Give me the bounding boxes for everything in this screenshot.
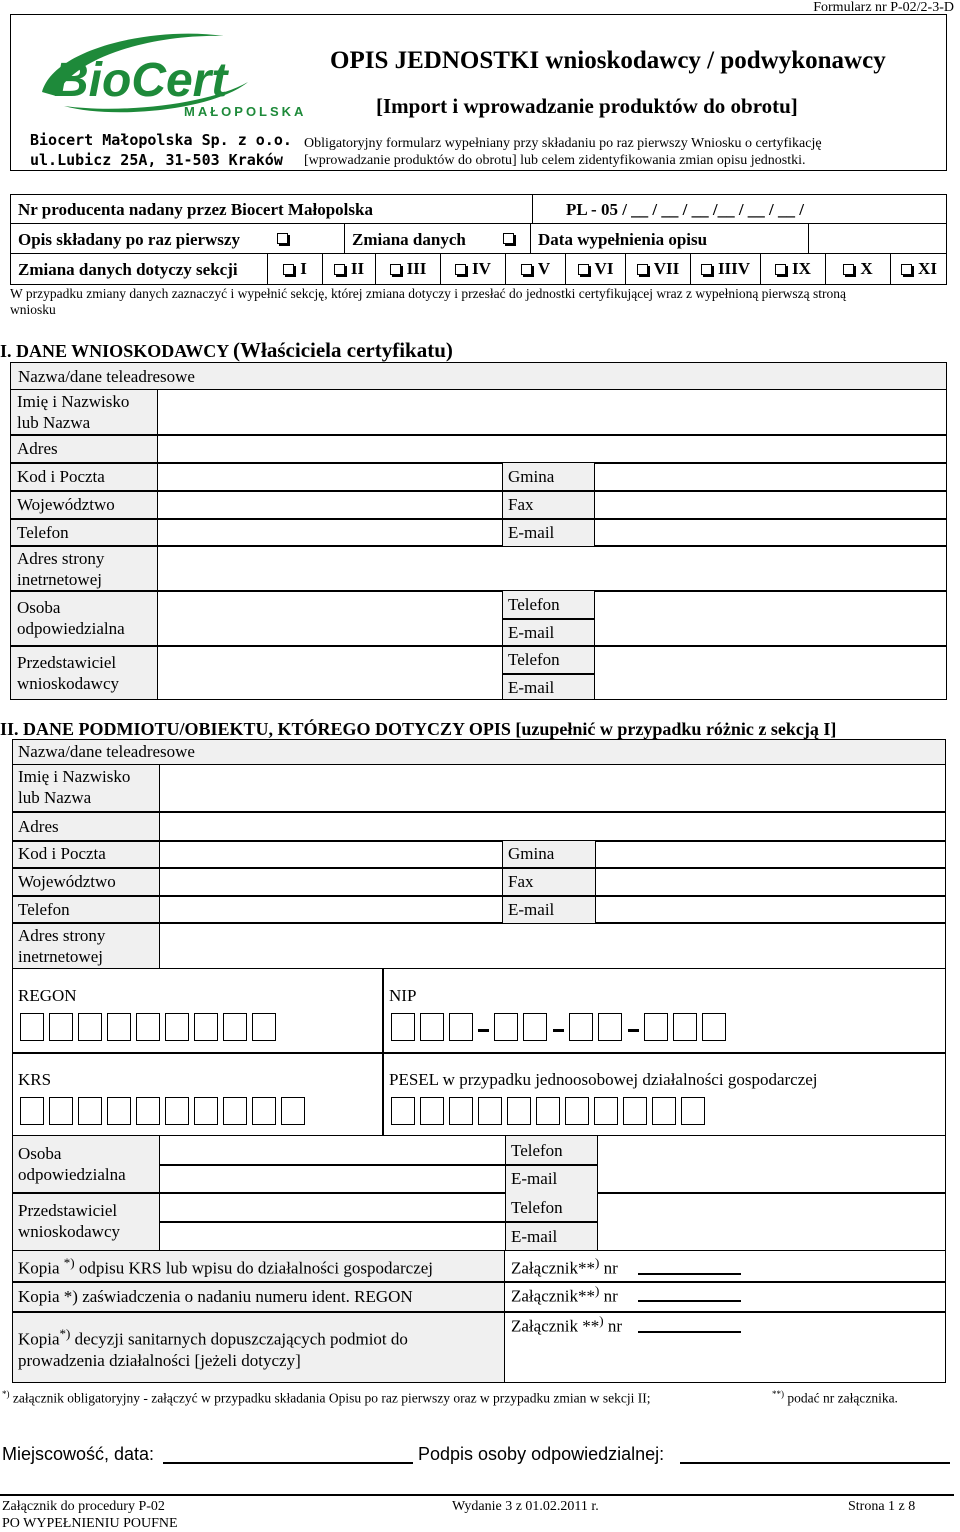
regon-digit-box[interactable] — [136, 1013, 160, 1041]
nip-digit-box[interactable] — [569, 1013, 593, 1041]
regon-digit-box[interactable] — [194, 1013, 218, 1041]
section-checkbox-i[interactable] — [267, 253, 322, 285]
regon-digit-box[interactable] — [165, 1013, 189, 1041]
section-checkbox-iiiv[interactable] — [690, 253, 760, 285]
section-checkbox-label: IX — [792, 259, 811, 278]
s1-email-label: E-mail — [508, 523, 555, 542]
biocert-logo — [34, 26, 307, 122]
nip-digit-box[interactable] — [702, 1013, 726, 1041]
s2-phone-label: Telefon — [18, 900, 70, 919]
nip-digit-box[interactable] — [449, 1013, 473, 1041]
checkbox-icon[interactable] — [843, 264, 854, 275]
checkbox-icon[interactable] — [390, 264, 401, 275]
footer-edition: Wydanie 3 z 01.02.2011 r. — [452, 1499, 599, 1514]
section-checkbox-label: X — [860, 259, 873, 278]
krs-digit-box[interactable] — [194, 1097, 218, 1125]
s1-name-input[interactable] — [160, 391, 945, 433]
section1-heading: I. DANE WNIOSKODAWCY (Właściciela certyfikatu) — [0, 338, 453, 362]
section-checkbox-vii[interactable] — [625, 253, 690, 285]
pesel-digit-box[interactable] — [507, 1097, 531, 1125]
first-submission-label: Opis składany po raz pierwszy — [18, 230, 240, 249]
s2-email-label: E-mail — [508, 900, 555, 919]
place-date-label: Miejscowość, data: — [2, 1444, 155, 1464]
s1-address-input[interactable] — [160, 436, 945, 461]
footer-page: Strona 1 z 8 — [848, 1499, 916, 1514]
s1-addr-header: Nazwa/dane teleadresowe — [18, 367, 195, 386]
regon-digit-box[interactable] — [20, 1013, 44, 1041]
s2-name-label: Imię i Nazwisko lub Nazwa — [18, 767, 131, 807]
s2-resp-email-label: E-mail — [511, 1169, 558, 1188]
signature-label: Podpis osoby odpowiedzialnej: — [418, 1444, 665, 1464]
attachment1-input[interactable] — [638, 1273, 741, 1275]
attachment3-label: Załącznik **) nr — [511, 1313, 623, 1336]
s2-rep-phone-label: Telefon — [511, 1198, 563, 1217]
krs-digit-box[interactable] — [136, 1097, 160, 1125]
nip-digit-box[interactable] — [420, 1013, 444, 1041]
section-checkbox-v[interactable] — [505, 253, 565, 285]
attachment2-label: Załącznik**) nr — [511, 1283, 618, 1306]
section-checkbox-label: V — [537, 259, 551, 278]
regon-digit-box[interactable] — [252, 1013, 276, 1041]
s2-address-label: Adres — [18, 817, 59, 836]
krs-label: KRS — [18, 1070, 52, 1089]
pesel-digit-box[interactable] — [594, 1097, 618, 1125]
s1-voivodeship-label: Województwo — [17, 495, 115, 514]
change-note: W przypadku zmiany danych zaznaczyć i wypełnić sekcję, której zmiana dotyczy i przesłać do jednostki certyfikującej wraz z wypełnioną pierwszą stroną — [10, 286, 847, 301]
producer-number-field[interactable]: PL - 05 / __ / __ / __ /__ / __ / __ / — [566, 200, 805, 219]
s1-name-label: Imię i Nazwisko lub Nazwa — [17, 392, 130, 432]
section-checkbox-label: II — [350, 259, 365, 278]
attachment1-label: Załącznik**) nr — [511, 1255, 618, 1278]
attachment3-input[interactable] — [638, 1331, 741, 1333]
regon-label: REGON — [18, 986, 77, 1005]
form-code: Formularz nr P-02/2-3-D — [813, 0, 954, 15]
regon-digit-box[interactable] — [78, 1013, 102, 1041]
s1-resp-email-label: E-mail — [508, 623, 555, 642]
section-checkbox-ii[interactable] — [322, 253, 375, 285]
nip-digit-box[interactable] — [673, 1013, 697, 1041]
s2-name-input[interactable] — [162, 766, 944, 810]
s1-fax-label: Fax — [508, 495, 534, 514]
section-checkbox-xi[interactable] — [890, 253, 947, 285]
footnote-1: *) załącznik obligatoryjny - załączyć w przypadku składania Opisu po raz pierwszy oraz w przypadku zmian w sekcji II; — [2, 1389, 651, 1406]
checkbox-icon[interactable] — [701, 264, 712, 275]
footnote-2: **) podać nr załącznika. — [772, 1389, 898, 1406]
section-checkbox-label: VI — [594, 259, 614, 278]
nip-digit-box[interactable] — [391, 1013, 415, 1041]
pesel-digit-box[interactable] — [420, 1097, 444, 1125]
s1-gmina-label: Gmina — [508, 467, 555, 486]
pesel-digit-box[interactable] — [565, 1097, 589, 1125]
nip-dash — [628, 1029, 639, 1032]
place-date-input[interactable] — [163, 1462, 413, 1464]
s1-rep-phone-label: Telefon — [508, 650, 560, 669]
krs-digit-box[interactable] — [78, 1097, 102, 1125]
checkbox-icon[interactable] — [277, 233, 288, 244]
section-checkbox-label: I — [300, 259, 307, 278]
checkbox-icon[interactable] — [578, 264, 589, 275]
pesel-digit-box[interactable] — [536, 1097, 560, 1125]
pesel-digit-box[interactable] — [391, 1097, 415, 1125]
checkbox-icon[interactable] — [334, 264, 345, 275]
fill-date-input[interactable] — [811, 226, 945, 252]
section-checkbox-vi[interactable] — [565, 253, 625, 285]
footer-confidential: PO WYPEŁNIENIU POUFNE — [2, 1516, 178, 1531]
krs-digit-box[interactable] — [49, 1097, 73, 1125]
data-change-label: Zmiana danych — [352, 230, 466, 249]
krs-digit-box[interactable] — [223, 1097, 247, 1125]
change-note-cont: wniosku — [10, 302, 56, 317]
checkbox-icon[interactable] — [283, 264, 294, 275]
checkbox-icon[interactable] — [503, 233, 514, 244]
nip-dash — [478, 1029, 489, 1032]
regon-digit-box[interactable] — [223, 1013, 247, 1041]
s2-gmina-label: Gmina — [508, 844, 555, 863]
form-subtitle: [Import i wprowadzanie produktów do obrotu] — [376, 94, 798, 118]
s2-responsible-label: Osoba odpowiedzialna — [18, 1144, 126, 1184]
logo-brand: BioCert — [54, 54, 228, 107]
s2-postal-label: Kod i Poczta — [18, 844, 106, 863]
nip-digit-box[interactable] — [644, 1013, 668, 1041]
pesel-digit-box[interactable] — [652, 1097, 676, 1125]
pesel-digit-box[interactable] — [623, 1097, 647, 1125]
krs-digit-box[interactable] — [107, 1097, 131, 1125]
checkbox-icon[interactable] — [455, 264, 466, 275]
company-name: Biocert Małopolska Sp. z o.o. — [30, 131, 292, 149]
s1-rep-email-label: E-mail — [508, 678, 555, 697]
nip-digit-box[interactable] — [523, 1013, 547, 1041]
s1-postal-label: Kod i Poczta — [17, 467, 105, 486]
s1-phone-label: Telefon — [17, 523, 69, 542]
s2-voivodeship-label: Województwo — [18, 872, 116, 891]
section-checkbox-label: XI — [918, 259, 937, 278]
sections-label: Zmiana danych dotyczy sekcji — [18, 260, 238, 279]
section-checkbox-iii[interactable] — [375, 253, 440, 285]
logo-sub: MAŁOPOLSKA — [184, 104, 307, 119]
s1-address-label: Adres — [17, 439, 58, 458]
pesel-digit-box[interactable] — [478, 1097, 502, 1125]
checkbox-icon[interactable] — [901, 264, 912, 275]
header-note-1: Obligatoryjny formularz wypełniany przy składaniu po raz pierwszy Wniosku o certyfikację — [304, 136, 822, 151]
section-checkbox-label: VII — [653, 259, 680, 278]
krs-digit-box[interactable] — [252, 1097, 276, 1125]
copy-sanitary-label: Kopia*) decyzji sanitarnych dopuszczających podmiot do prowadzenia działalności [jeżeli dotyczy] — [18, 1326, 408, 1370]
footer-left: Załącznik do procedury P-02 — [2, 1499, 165, 1514]
krs-digit-box[interactable] — [165, 1097, 189, 1125]
s2-address-input[interactable] — [162, 813, 944, 839]
pesel-label: PESEL w przypadku jednoosobowej działalności gospodarczej — [389, 1070, 818, 1089]
pesel-digit-box[interactable] — [449, 1097, 473, 1125]
pesel-digit-box[interactable] — [681, 1097, 705, 1125]
fill-date-label: Data wypełnienia opisu — [538, 230, 708, 249]
attachment2-input[interactable] — [638, 1300, 741, 1302]
s2-rep-email-label: E-mail — [511, 1227, 558, 1246]
s1-resp-phone-label: Telefon — [508, 595, 560, 614]
section-checkbox-label: IV — [472, 259, 491, 278]
s2-fax-label: Fax — [508, 872, 534, 891]
signature-input[interactable] — [680, 1462, 950, 1464]
section-checkbox-x[interactable] — [825, 253, 890, 285]
krs-digit-box[interactable] — [281, 1097, 305, 1125]
section2-heading: II. DANE PODMIOTU/OBIEKTU, KTÓREGO DOTYCZY OPIS [uzupełnić w przypadku różnic z sekcją I] — [0, 719, 837, 739]
header-note-2: [wprowadzanie produktów do obrotu] lub celem zidentyfikowania zmian opisu jednostki. — [304, 153, 806, 168]
copy-regon-label: Kopia *) zaświadczenia o nadaniu numeru ident. REGON — [18, 1287, 413, 1306]
section-checkbox-label: IIIV — [717, 259, 751, 278]
s2-resp-phone-label: Telefon — [511, 1141, 563, 1160]
footer-divider — [0, 1494, 954, 1496]
s2-www-label: Adres strony inetrnetowej — [18, 926, 106, 966]
company-address: ul.Lubicz 25A, 31-503 Kraków — [30, 151, 283, 169]
s2-representative-label: Przedstawiciel wnioskodawcy — [18, 1201, 120, 1241]
nip-digit-box[interactable] — [598, 1013, 622, 1041]
checkbox-icon[interactable] — [775, 264, 786, 275]
s1-responsible-label: Osoba odpowiedzialna — [17, 598, 125, 638]
s1-representative-label: Przedstawiciel wnioskodawcy — [17, 653, 119, 693]
section-checkbox-ix[interactable] — [760, 253, 825, 285]
regon-digit-box[interactable] — [49, 1013, 73, 1041]
producer-label: Nr producenta nadany przez Biocert Małopolska — [18, 200, 373, 219]
checkbox-icon[interactable] — [637, 264, 648, 275]
regon-digit-box[interactable] — [107, 1013, 131, 1041]
nip-dash — [553, 1029, 564, 1032]
section-checkbox-label: III — [406, 259, 427, 278]
checkbox-icon[interactable] — [521, 264, 532, 275]
s2-addr-header: Nazwa/dane teleadresowe — [18, 742, 195, 761]
nip-digit-box[interactable] — [494, 1013, 518, 1041]
section-checkbox-iv[interactable] — [440, 253, 505, 285]
krs-digit-box[interactable] — [20, 1097, 44, 1125]
form-title: OPIS JEDNOSTKI wnioskodawcy / podwykonawcy — [330, 47, 886, 74]
copy-krs-label: Kopia *) odpisu KRS lub wpisu do działalności gospodarczej — [18, 1255, 434, 1278]
nip-label: NIP — [389, 986, 417, 1005]
s1-www-label: Adres strony inetrnetowej — [17, 549, 105, 589]
